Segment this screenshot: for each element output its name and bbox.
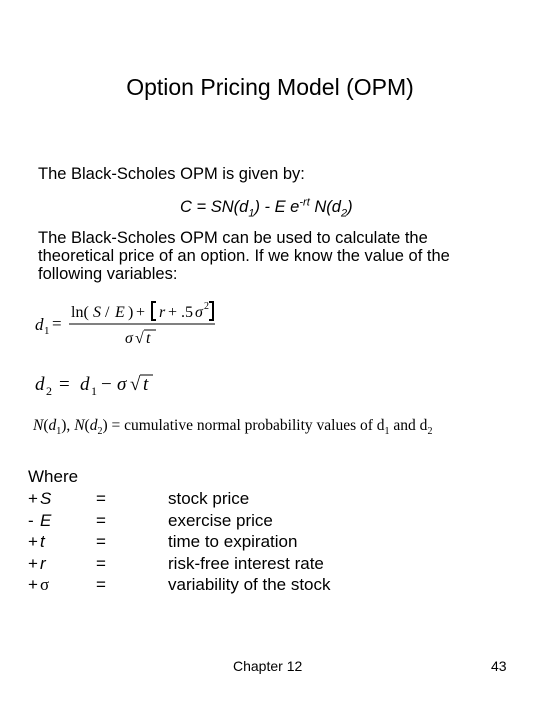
svg-text:=: = [52, 314, 62, 333]
variable-row-e [28, 510, 508, 532]
svg-text:1: 1 [44, 325, 50, 337]
description-line-1: The Black-Scholes OPM can be used to calculate the [38, 229, 428, 247]
footer-page-number: 43 [491, 658, 507, 674]
footer-chapter: Chapter 12 [233, 658, 303, 674]
variable-row-sigma [28, 574, 508, 596]
description-line-2: theoretical price of an option. If we know the value of the [38, 247, 450, 265]
svg-text:d: d [35, 315, 44, 334]
svg-text:): ) [128, 304, 134, 321]
variable-equals: = [96, 575, 106, 594]
svg-text:r: r [159, 304, 166, 321]
variable-description: exercise price [168, 510, 273, 530]
slide-title: Option Pricing Model (OPM) [126, 74, 414, 100]
svg-text:2: 2 [46, 384, 52, 398]
cumulative-and-text: and d [389, 417, 428, 434]
variable-symbol: σ [40, 575, 50, 594]
svg-text:ln(: ln( [71, 304, 89, 321]
cumulative-normal-definition: $N(d_1)$, $N(d_2)$ = cumulative normal probability values of $d_1$ and $d_2$ [33, 417, 433, 438]
variable-row-s [28, 488, 508, 510]
svg-text:t: t [143, 374, 149, 395]
svg-text:σ: σ [117, 374, 127, 395]
variable-list [28, 488, 508, 596]
svg-text:2: 2 [204, 301, 209, 312]
svg-text:−: − [101, 374, 112, 395]
svg-text:E: E [115, 304, 125, 321]
where-label: Where [28, 467, 79, 486]
variable-description: variability of the stock [168, 575, 331, 594]
description-line-3: following variables: [38, 265, 178, 283]
svg-text:t: t [146, 330, 151, 347]
svg-text:σ: σ [125, 330, 133, 347]
black-scholes-formula: $C = SN(d_1) - E$ $e^{-rt}$ $N(d_2)$ [180, 196, 353, 220]
variable-sign: + [28, 489, 38, 508]
svg-text:d: d [80, 374, 90, 395]
d1-formula [35, 297, 225, 349]
variable-sign: + [28, 575, 38, 594]
variable-row-r [28, 553, 508, 575]
variable-equals: = [96, 532, 106, 551]
svg-text:=: = [59, 374, 70, 395]
svg-text:S: S [93, 304, 101, 321]
variable-sign: - [28, 510, 34, 530]
variable-equals: = [96, 553, 106, 573]
cumulative-text: = cumulative normal probability values of d [111, 417, 385, 434]
variable-symbol: S [40, 489, 52, 508]
d2-formula [35, 368, 175, 400]
variable-sign: + [28, 553, 38, 573]
variable-equals: = [96, 489, 106, 508]
svg-text:√: √ [130, 374, 141, 395]
intro-text: The Black-Scholes OPM is given by: [38, 165, 305, 183]
svg-text:1: 1 [91, 384, 97, 398]
svg-text:σ: σ [195, 304, 203, 321]
variable-description: risk-free interest rate [168, 553, 324, 573]
svg-text:√: √ [135, 330, 144, 347]
variable-description: stock price [168, 489, 250, 508]
variable-symbol: E [40, 510, 52, 530]
variable-equals: = [96, 510, 106, 530]
variable-row-t [28, 531, 508, 553]
variable-symbol: r [40, 553, 46, 573]
svg-text:+: + [136, 304, 146, 321]
svg-text:d: d [35, 374, 45, 395]
svg-text:/: / [105, 304, 110, 321]
variable-description: time to expiration [168, 532, 298, 551]
variable-sign: + [28, 532, 38, 551]
svg-text:+ .5: + .5 [168, 304, 194, 321]
variable-symbol: t [40, 532, 45, 551]
